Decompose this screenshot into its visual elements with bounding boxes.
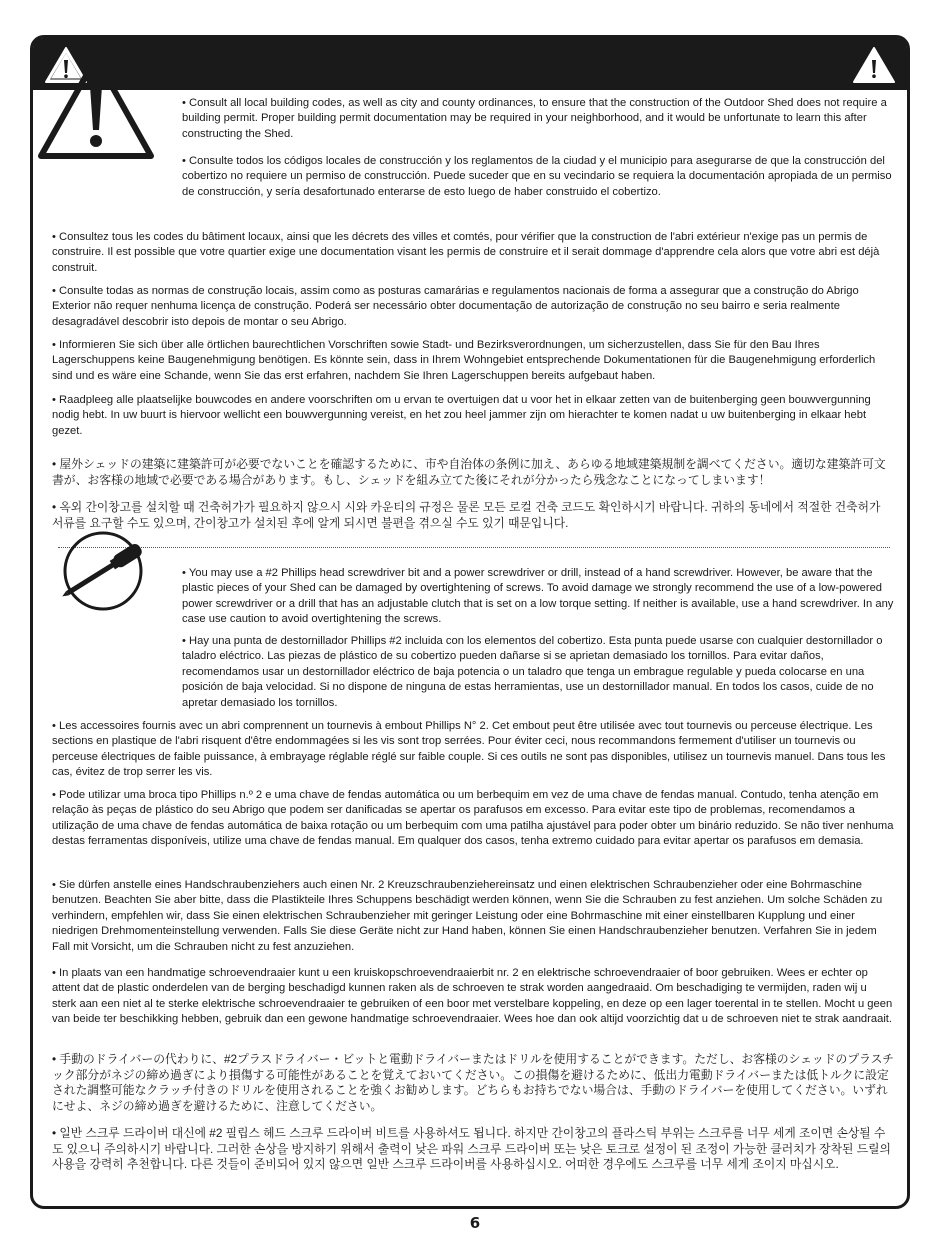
- consult-codes-nl: • Raadpleeg alle plaatselijke bouwcodes en andere voorschriften om u ervan te overtuigen dat u voor het in elkaar zetten van de buitenberging geen bouwvergunning nodig hebt. In uw buurt is hiervoor wellicht een bouwvergunning vereist, en het zou heel jammer zijn om hierachter te komen nadat u uw buitenberging in elkaar hebt gezet.: [52, 394, 871, 437]
- power-screwdriver-en: • You may use a #2 Phillips head screwdriver bit and a power screwdriver or drill, instead of a hand screwdriver. However, be aware that the plastic pieces of your Shed can be damaged by overtightening of screws. To avoid damage we strongly recommend the use of a low-powered power screwdriver or a drill that has an adjustable clutch that is set on a low torque setting. If neither is available, use a hand screwdriver. In any case use caution to avoid overtightening the screws.: [182, 567, 894, 626]
- consult-codes-fr: • Consultez tous les codes du bâtiment locaux, ainsi que les décrets des villes et comtés, pour vérifier que la construction de l'abri extérieur n'exige pas un permis de construire. Il est possible que votre quartier exige une documentation visant les permis de construire et il serait dommage d'apprendre cela alors que votre abri est déjà construit.: [52, 231, 880, 274]
- power-screwdriver-pt: • Pode utilizar uma broca tipo Phillips n.º 2 e uma chave de fendas automática ou um berbequim em vez de uma chave de fendas manual. Contudo, tenha atenção em relação às peças de plástico do seu Abrigo que podem ser danificadas se apertar os parafusos em excesso. Para evitar este tipo de problemas, recomendamos a utilização de uma chave de fendas automática de baixa rotação ou um berbequim com uma patilha ajustável para poder obter um binário reduzido. Se não tiver nenhuma destas ferramentas disponíveis, utilize uma chave de fendas manual. Em qualquer dos casos, tenha extremo cuidado para evitar apertar os parafusos em demasia.: [52, 789, 894, 848]
- screwdriver-icon: [37, 530, 169, 612]
- power-screwdriver-ja: • 手動のドライバーの代わりに、#2プラスドライバー・ビットと電動ドライバーまたはドリルを使用することができます。ただし、お客様のシェッドのプラスチック部分がネジの締め過ぎにより損傷する可能性があることを覚えておいてください。この損傷を避けるために、低出力電動ドライバーまたは低トルクに設定された調整可能なクラッチ付きのドリルを使用されることを強くお勧めします。どちらもお持ちでない場合は、手動のドライバーを使用してください。いずれにせよ、ネジの締め過ぎを避けるために、注意してください。: [52, 1052, 894, 1113]
- consult-codes-es: • Consulte todos los códigos locales de construcción y los reglamentos de la ciudad y el municipio para asegurarse de que la construcción del cobertizo no requiere un permiso de construcción. Puede suceder que en su vecindario se requiera la documentación apropiada de un permiso de construcción, y sería desafortunado enterarse de esto luego de haber construido el cobertizo.: [182, 155, 892, 198]
- power-screwdriver-fr: • Les accessoires fournis avec un abri comprennent un tournevis à embout Phillips N° 2. Cet embout peut être utilisée avec tout tournevis ou perceuse électrique. Les sections en plastique de l'abri risquent d'être endommagées si les vis sont trop serrées. Pour éviter ceci, nous recommandons fermement d'utiliser un tournevis ou perceuse électriques de faible puissance, à embrayage réglable réglé sur faible couple. Si ces outils ne sont pas disponibles, utilisez un tournevis manuel. Dans tous les cas, évitez de trop serrer les vis.: [52, 720, 886, 779]
- section-divider: [58, 547, 890, 548]
- power-screwdriver-es: • Hay una punta de destornillador Phillips #2 incluida con los elementos del cobertizo. Esta punta puede usarse con cualquier destornillador o taladro eléctrico. Las piezas de plástico de su cobertizo pueden dañarse si se aprietan demasiado los tornillos. Para evitar daños, recomendamos usar un destornillador eléctrico de baja potencia o un taladro que tenga un embrague regulable y pueda colocarse en una posición de baja velocidad. Si no dispone de ninguna de estas herramientas, use un destornillador manual. En todos los casos, cuide de no apretar demasiado los tornillos.: [182, 635, 883, 709]
- consult-codes-en: • Consult all local building codes, as well as city and county ordinances, to ensure that the construction of the Outdoor Shed does not require a building permit. Proper building permit documentation may be required in your neighborhood, and it would be unfortunate to learn this after constructing the Shed.: [182, 97, 887, 140]
- consult-codes-ja: • 屋外シェッドの建築に建築許可が必要でないことを確認するために、市や自治体の条例に加え、あらゆる地域建築規制を調べてください。適切な建築許可文書が、お客様の地域で必要である場合があります。もし、シェッドを組み立てた後にそれが分かったら残念なことになってしまいます！: [52, 457, 886, 487]
- consult-codes-pt: • Consulte todas as normas de construção locais, assim como as posturas camarárias e regulamentos nacionais de forma a assegurar que a construção do Abrigo Exterior não requer nenhuma licença de construção. Poderá ser necessário obter documentação de autorização de construção no seu bairro e seria realmente desagradável descobrir isto depois de montar o seu Abrigo.: [52, 285, 859, 328]
- power-screwdriver-ko: • 일반 스크루 드라이버 대신에 #2 필립스 헤드 스크루 드라이버 비트를 사용하셔도 됩니다. 하지만 간이창고의 플라스틱 부위는 스크루를 너무 세게 조이면 손상될 수도 있으니 주의하시기 바랍니다. 그러한 손상을 방지하기 위해서 출력이 낮은 파워 스크루 드라이버 또는 낮은 토크로 설정이 된 조정이 가능한 클러치가 장착된 드릴의 사용을 강력히 추천합니다. 다른 것들이 준비되어 있지 않으면 일반 스크루 드라이버를 사용하십시오. 어떠한 경우에도 스크루를 너무 세게 조이지 마십시오.: [52, 1126, 891, 1172]
- page-number: 6: [469, 1214, 481, 1232]
- power-screwdriver-de: • Sie dürfen anstelle eines Handschraubenziehers auch einen Nr. 2 Kreuzschraubenziehereinsatz und einen elektrischen Schraubenzieher oder eine Bohrmaschine benutzen. Beachten Sie aber bitte, dass die Plastikteile Ihres Schuppens beschädigt werden können, wenn Sie die Schrauben zu fest anziehen. Um solche Schäden zu verhindern, empfehlen wir, dass Sie einen elektrischen Schraubenzieher mit geringer Leistung oder eine Bohrmaschine mit einer einstellbaren Kupplung und einer niedrigen Drehmomenteinstellung verwenden. Falls Sie diese Geräte nicht zur Hand haben, können Sie einen Handschraubenzieher benutzen. Verfahren Sie in jedem Fall mit Vorsicht, um die Schrauben nicht zu fest anzuziehen.: [52, 879, 883, 953]
- consult-codes-de: • Informieren Sie sich über alle örtlichen baurechtlichen Vorschriften sowie Stadt- und Bezirksverordnungen, um sicherzustellen, dass Sie für den Bau Ihres Lagerschuppens keine Baugenehmigung benötigen. Es könnte sein, dass in Ihrem Wohngebiet entsprechende Dokumentationen für die Baugenehmigung erforderlich sind und es wäre eine Schande, wenn Sie das erst erfahren, nachdem Sie Ihren Lagerschuppen bereits aufgebaut haben.: [52, 339, 876, 382]
- warning-header-bar: [33, 38, 907, 90]
- warning-triangle-icon: [37, 52, 155, 162]
- consult-codes-ko: • 옥외 간이창고를 설치할 때 건축허가가 필요하지 않으시 시와 카운티의 규정은 물론 모든 로컬 건축 코드도 확인하시기 바랍니다. 귀하의 동네에서 적절한 건축허가 서류를 요구할 수도 있으며, 간이창고가 설치된 후에 알게 되시면 불편을 겪으실 수도 있기 때문입니다.: [52, 500, 881, 530]
- power-screwdriver-nl: • In plaats van een handmatige schroevendraaier kunt u een kruiskopschroevendraaierbit nr. 2 en elektrische schroevendraaier of boor gebruiken. Wees er echter op attent dat de plastic onderdelen van de berging beschadigd kunnen raken als de schroeven te strak worden aangedraaid. Om beschadiging te vermijden, raden wij u sterk aan een niet al te sterke elektrische schroevendraaier te gebruiken of een boor met verstelbare koppeling, en deze op een lager toerental in te stellen. Mocht u geen van beide ter beschikking hebben, gebruik dan een gewone handmatige schroevendraaier. Wees hoe dan ook altijd voorzichtig dat u de schroeven niet te strak aandraait.: [52, 967, 893, 1026]
- warning-triangle-icon: [851, 45, 897, 85]
